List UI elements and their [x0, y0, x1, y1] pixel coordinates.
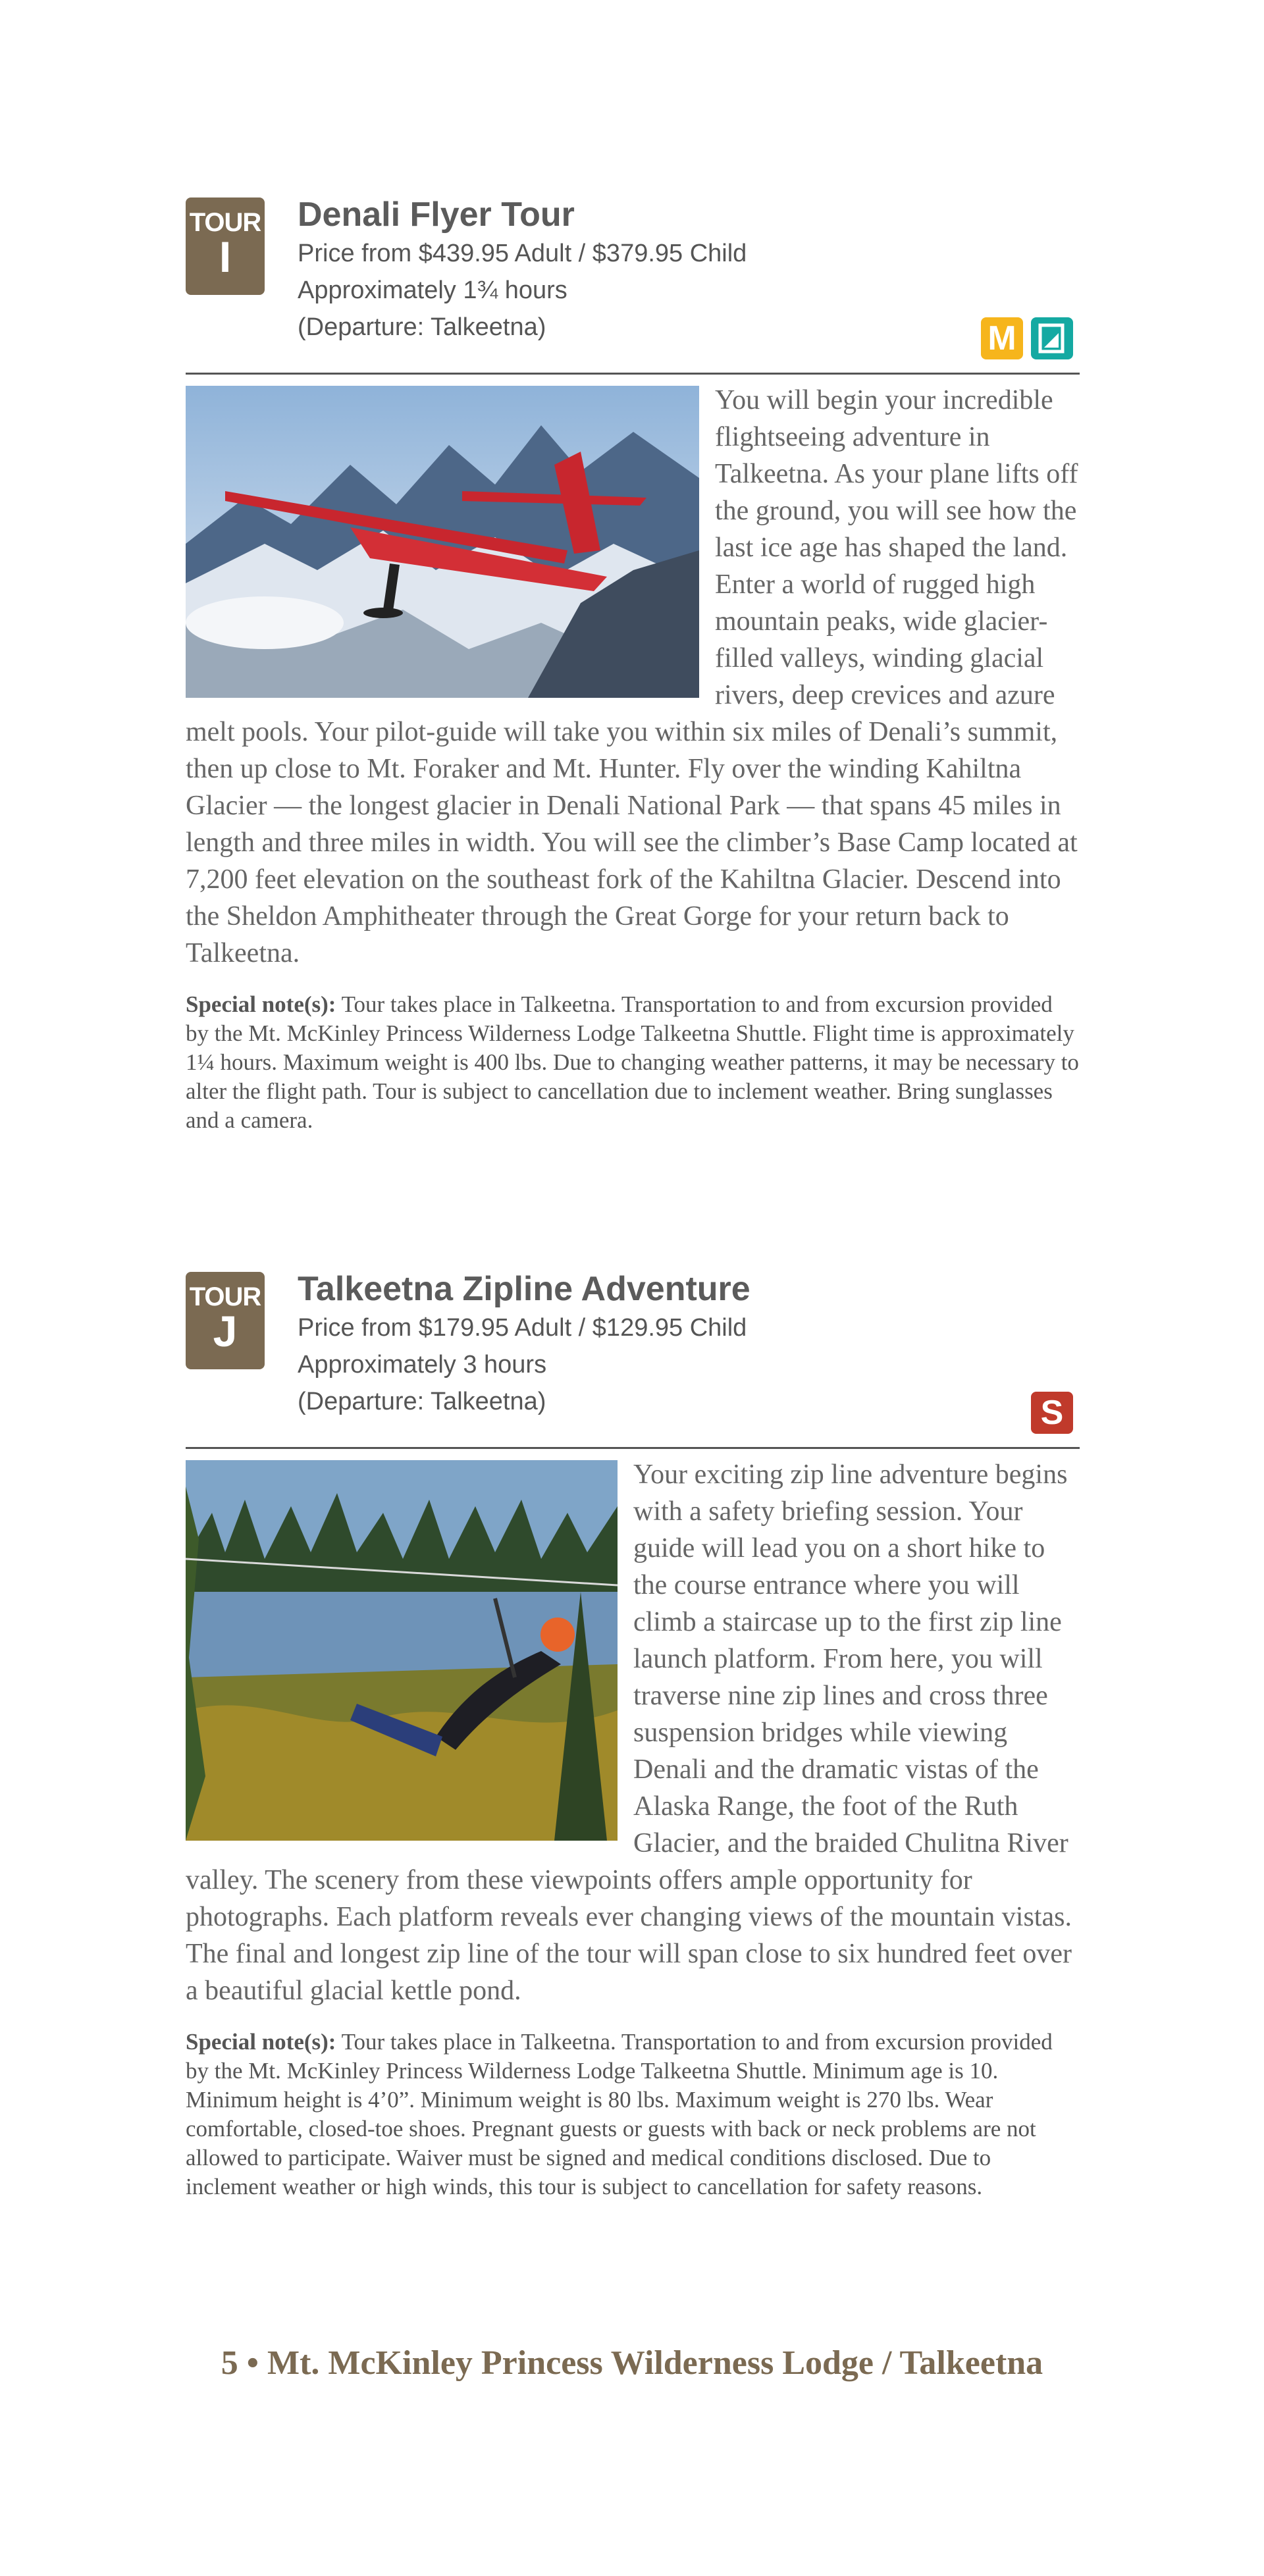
tour-description: You will begin your incredible flightseeing adventure in Talkeetna. As your plane lifts off the ground, you will see how the last ice age has shaped the land. Enter a world of rugged high mountain peaks, wide glacier-filled valleys, winding glacial rivers, deep crevices and azure melt pools. Your pilot-guide will take you within six miles of Denali’s summit, then up close to Mt. Foraker and Mt. Hunter. Fly over the winding Kahiltna Glacier — the longest glacier in Denali National Park — that spans 45 miles in length and three miles in width. You will see the climber’s Base Camp located at 7,200 feet elevation on the southeast fork of the Kahiltna Glacier. Descend into the Sheldon Amphitheater through the Great Gorge for your return back to Talkeetna. [186, 385, 1078, 968]
tour-section-j [186, 1272, 1080, 2201]
badge-letter: I [219, 232, 232, 281]
tour-badge [186, 197, 265, 295]
tour-header [186, 197, 1080, 382]
note-label: Special note(s): [186, 2029, 336, 2055]
badge-letter: J [213, 1307, 238, 1355]
tour-price: Price from $179.95 Adult / $129.95 Child [298, 1314, 747, 1342]
note-text: Tour takes place in Talkeetna. Transportation to and from excursion provided by the Mt. McKinley Princess Wilderness Lodge Talkeetna Shuttle. Minimum age is 10. Minimum height is 4’0”. Minimum weight is 80 lbs. Maximum weight is 270 lbs. Wear comfortable, closed-toe shoes. Pregnant guests or guests with back or neck problems are not allowed to participate. Waiver must be signed and medical conditions disclosed. Due to inclement weather or high winds, this tour is subject to cancellation for safety reasons. [186, 2029, 1053, 2199]
tour-section-i [186, 197, 1080, 1135]
motorcoach-m-icon: M [981, 317, 1023, 359]
header-rule [186, 1447, 1080, 1449]
tour-header [186, 1272, 1080, 1456]
badge-word: TOUR [189, 1282, 261, 1311]
tour-body [186, 382, 1080, 1135]
tour-body [186, 1456, 1080, 2201]
tour-departure: (Departure: Talkeetna) [298, 1388, 546, 1415]
page-footer: 5 • Mt. McKinley Princess Wilderness Lodge / Talkeetna [221, 2344, 1043, 2382]
tour-title: Talkeetna Zipline Adventure [298, 1270, 750, 1308]
badge-word: TOUR [189, 208, 261, 237]
tour-icons [1031, 1392, 1073, 1434]
plane-photo [186, 386, 699, 698]
document-icon [1031, 317, 1073, 359]
tour-title: Denali Flyer Tour [298, 196, 575, 234]
tour-duration: Approximately 1¾ hours [298, 276, 567, 304]
strenuous-s-icon: S [1031, 1392, 1073, 1434]
tour-price: Price from $439.95 Adult / $379.95 Child [298, 240, 747, 267]
note-label: Special note(s): [186, 991, 336, 1017]
special-note [186, 2028, 1080, 2201]
tour-departure: (Departure: Talkeetna) [298, 313, 546, 341]
tour-duration: Approximately 3 hours [298, 1351, 547, 1379]
note-text: Tour takes place in Talkeetna. Transportation to and from excursion provided by the Mt. McKinley Princess Wilderness Lodge Talkeetna Shuttle. Flight time is approximately 1¼ hours. Maximum weight is 400 lbs. Due to changing weather patterns, it may be necessary to alter the flight path. Tour is subject to cancellation due to inclement weather. Bring sunglasses and a camera. [186, 991, 1079, 1133]
header-rule [186, 373, 1080, 375]
special-note [186, 990, 1080, 1135]
zipline-photo [186, 1460, 618, 1841]
tour-description: Your exciting zip line adventure begins with a safety briefing session. Your guide will lead you on a short hike to the course entrance where you will climb a staircase up to the first zip line launch platform. From here, you will traverse nine zip lines and cross three suspension bridges while viewing Denali and the dramatic vistas of the Alaska Range, the foot of the Ruth Glacier, and the braided Chulitna River valley. The scenery from these viewpoints offers ample opportunity for photographs. Each platform reveals ever changing views of the mountain vistas. The final and longest zip line of the tour will span close to six hundred feet over a beautiful glacial kettle pond. [186, 1459, 1072, 2006]
tour-badge [186, 1272, 265, 1369]
tour-icons [981, 317, 1073, 359]
